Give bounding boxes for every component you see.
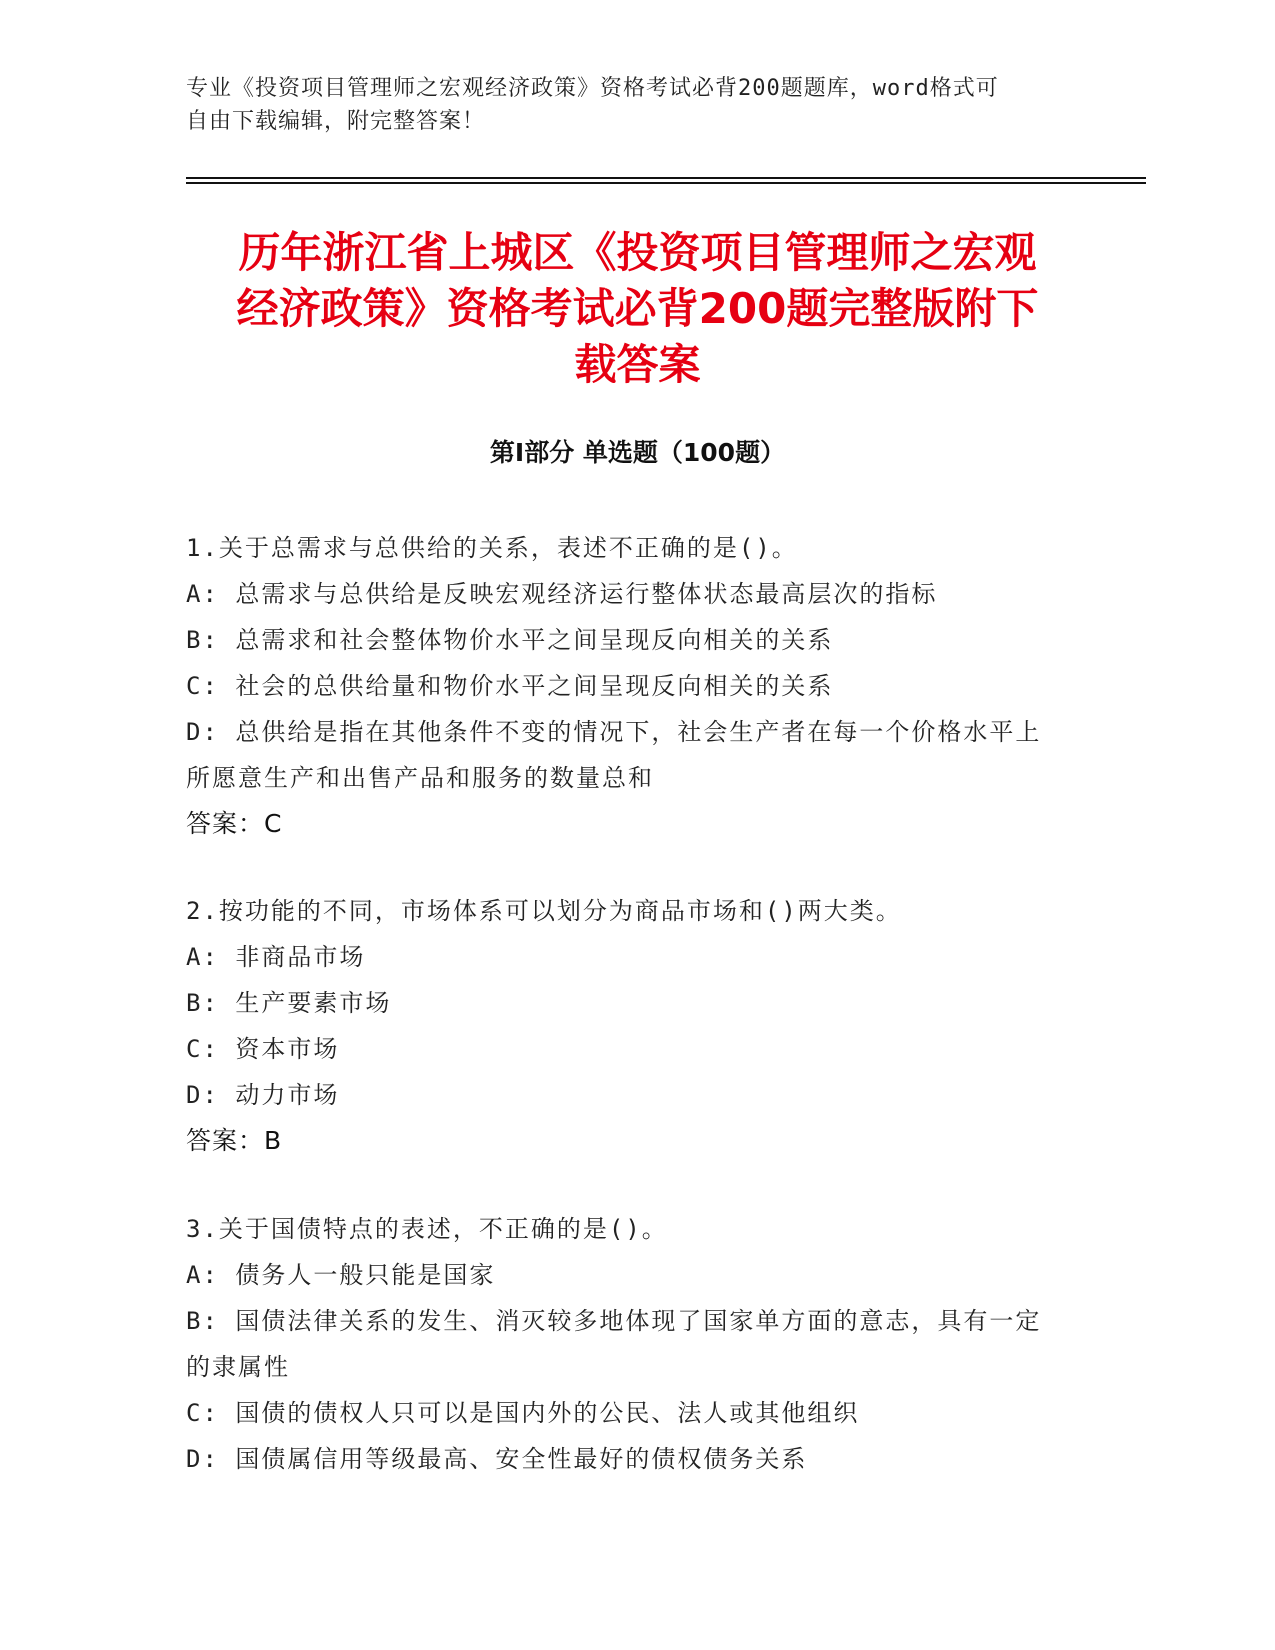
question-3 <box>186 1206 1066 1482</box>
title-line-1: 历年浙江省上城区《投资项目管理师之宏观 <box>238 228 1037 277</box>
option-d: D: 国债属信用等级最高、安全性最好的债权债务关系 <box>186 1445 808 1473</box>
option-c: C: 资本市场 <box>186 1035 340 1063</box>
option-a: A: 非商品市场 <box>186 943 366 971</box>
title-line-3: 载答案 <box>574 340 701 389</box>
document-title <box>160 225 1115 393</box>
title-line-2: 经济政策》资格考试必背200题完整版附下 <box>236 284 1039 333</box>
section-heading: 第Ⅰ部分 单选题（100题） <box>489 438 786 467</box>
option-a: A: 债务人一般只能是国家 <box>186 1261 496 1289</box>
option-d: D: 动力市场 <box>186 1081 340 1109</box>
question-stem: 2.按功能的不同，市场体系可以划分为商品市场和()两大类。 <box>186 897 902 925</box>
option-b: B: 国债法律关系的发生、消灭较多地体现了国家单方面的意志，具有一定的隶属性 <box>186 1307 1042 1381</box>
option-d: D: 总供给是指在其他条件不变的情况下，社会生产者在每一个价格水平上所愿意生产和出售产品和服务的数量总和 <box>186 718 1042 792</box>
option-c: C: 国债的债权人只可以是国内外的公民、法人或其他组织 <box>186 1399 860 1427</box>
header-note-line-2: 自由下载编辑，附完整答案！ <box>186 109 486 134</box>
answer: 答案：B <box>186 1126 283 1155</box>
option-c: C: 社会的总供给量和物价水平之间呈现反向相关的关系 <box>186 672 834 700</box>
option-b: B: 总需求和社会整体物价水平之间呈现反向相关的关系 <box>186 626 834 654</box>
option-a: A: 总需求与总供给是反映宏观经济运行整体状态最高层次的指标 <box>186 580 938 608</box>
header-rule-top <box>186 177 1146 179</box>
question-stem: 1.关于总需求与总供给的关系，表述不正确的是()。 <box>186 534 798 562</box>
question-1 <box>186 525 1066 847</box>
question-stem: 3.关于国债特点的表述，不正确的是()。 <box>186 1215 668 1243</box>
header-rule-bottom <box>186 182 1146 184</box>
option-b: B: 生产要素市场 <box>186 989 392 1017</box>
header-note-line-1: 专业《投资项目管理师之宏观经济政策》资格考试必背200题题库，word格式可 <box>186 76 999 101</box>
document-header-note <box>186 72 1086 138</box>
question-2 <box>186 888 1066 1164</box>
answer: 答案：C <box>186 809 283 838</box>
